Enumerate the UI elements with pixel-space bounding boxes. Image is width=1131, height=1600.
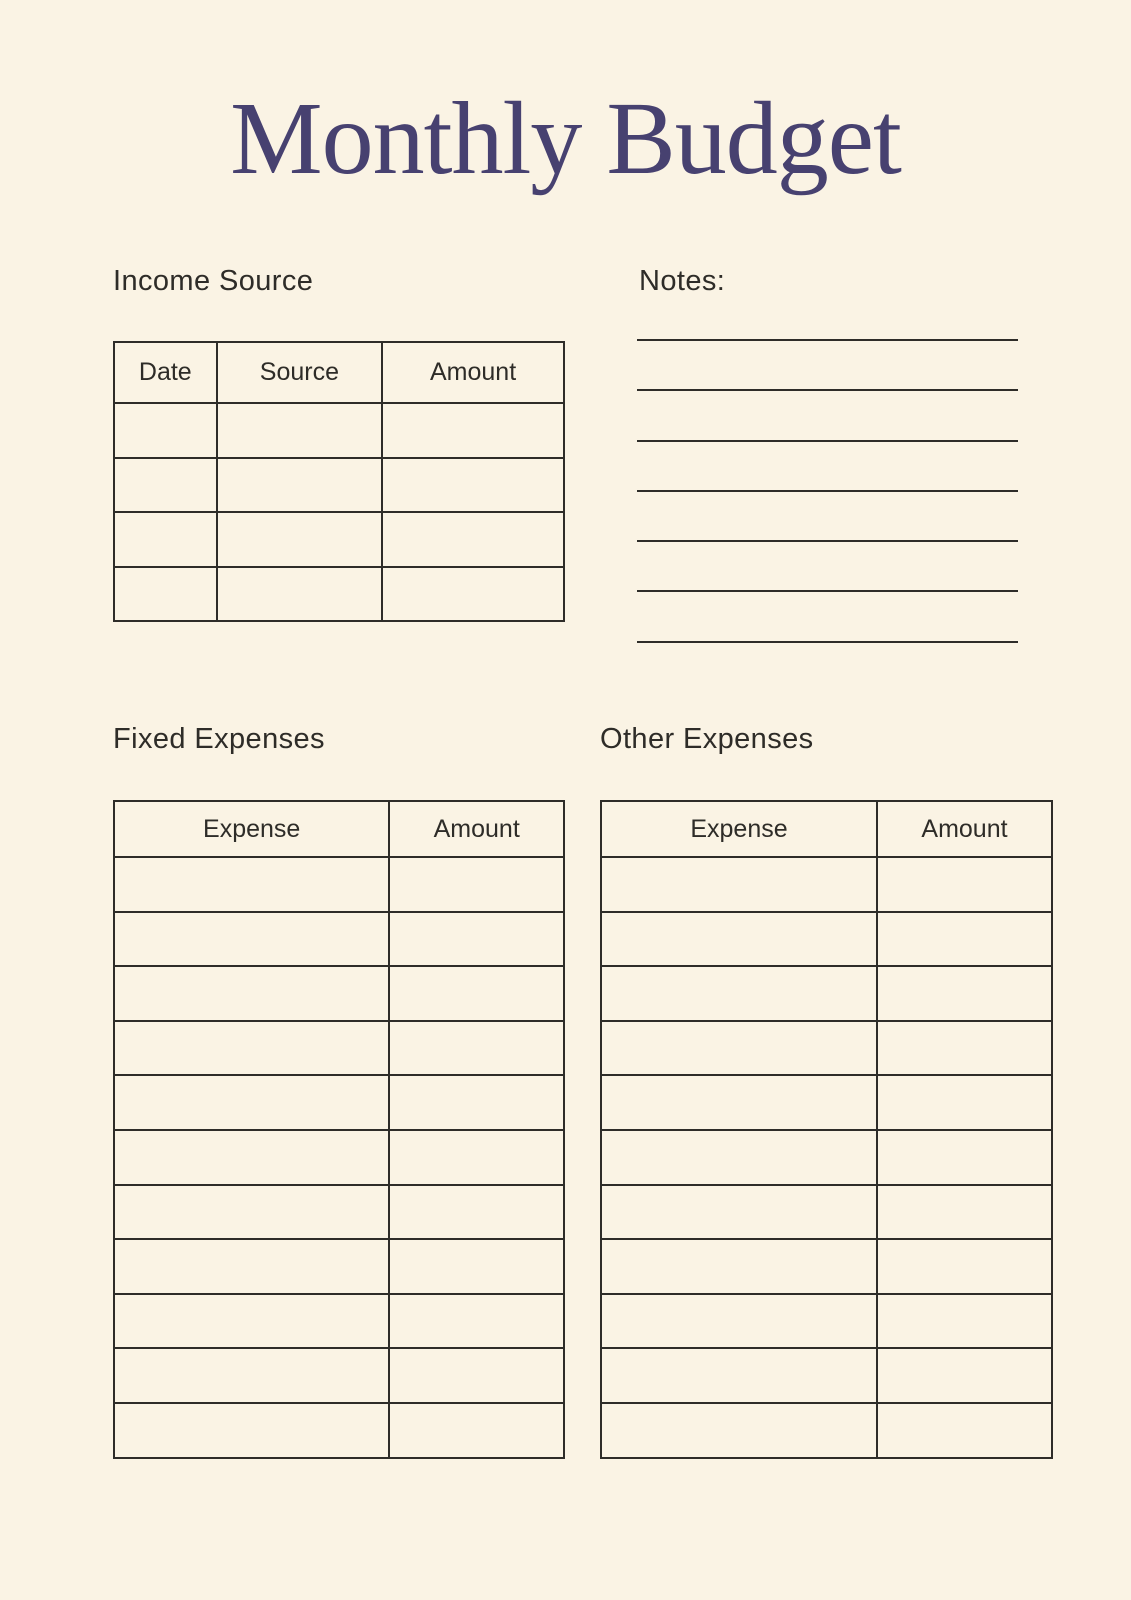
other-expenses-table-body [601, 857, 1052, 1458]
table-row [114, 567, 564, 622]
table-cell [601, 1185, 877, 1240]
income-table-body [114, 403, 564, 621]
table-cell [389, 1348, 564, 1403]
column-header-source: Source [217, 342, 383, 403]
section-heading-fixed-expenses: Fixed Expenses [113, 723, 325, 755]
fixed-expenses-header-row [114, 801, 564, 857]
table-row [601, 1185, 1052, 1240]
table-row [114, 1075, 564, 1130]
table-row [114, 1130, 564, 1185]
page-title: Monthly Budget [230, 81, 901, 196]
table-cell [389, 1130, 564, 1185]
table-cell [389, 1075, 564, 1130]
table-row [114, 966, 564, 1021]
note-line [637, 490, 1018, 492]
table-cell [601, 912, 877, 967]
table-row [601, 912, 1052, 967]
table-cell [114, 966, 389, 1021]
column-header-expense: Expense [114, 801, 389, 857]
table-row [601, 1075, 1052, 1130]
table-cell [382, 458, 564, 513]
table-cell [114, 1130, 389, 1185]
table-cell [217, 458, 383, 513]
table-row [601, 1403, 1052, 1458]
table-row [114, 1239, 564, 1294]
table-row [601, 966, 1052, 1021]
table-row [114, 1185, 564, 1240]
table-cell [114, 1348, 389, 1403]
column-header-amount: Amount [877, 801, 1052, 857]
table-row [601, 1021, 1052, 1076]
table-row [114, 512, 564, 567]
column-header-amount: Amount [382, 342, 564, 403]
table-cell [389, 1021, 564, 1076]
table-cell [601, 1021, 877, 1076]
table-cell [114, 1075, 389, 1130]
table-cell [601, 1130, 877, 1185]
table-row [601, 857, 1052, 912]
table-row [114, 1403, 564, 1458]
table-cell [389, 857, 564, 912]
table-cell [114, 1239, 389, 1294]
column-header-expense: Expense [601, 801, 877, 857]
note-line [637, 540, 1018, 542]
table-row [601, 1239, 1052, 1294]
table-cell [601, 857, 877, 912]
fixed-expenses-table [113, 800, 565, 1459]
table-cell [601, 1403, 877, 1458]
table-cell [389, 912, 564, 967]
table-cell [877, 1294, 1052, 1349]
note-line [637, 389, 1018, 391]
table-cell [114, 403, 217, 458]
note-line [637, 440, 1018, 442]
table-cell [389, 1294, 564, 1349]
table-cell [114, 912, 389, 967]
income-table-header-row [114, 342, 564, 403]
table-cell [601, 1239, 877, 1294]
notes-lines-area [637, 339, 1018, 643]
table-cell [382, 403, 564, 458]
table-row [114, 1348, 564, 1403]
table-cell [877, 966, 1052, 1021]
table-cell [601, 966, 877, 1021]
table-cell [382, 567, 564, 622]
note-line [637, 339, 1018, 341]
note-line [637, 641, 1018, 643]
table-row [601, 1348, 1052, 1403]
table-cell [114, 458, 217, 513]
income-table [113, 341, 565, 622]
table-cell [389, 1185, 564, 1240]
table-cell [877, 1403, 1052, 1458]
table-row [114, 912, 564, 967]
table-cell [389, 1239, 564, 1294]
table-row [114, 458, 564, 513]
fixed-expenses-table-body [114, 857, 564, 1458]
table-row [114, 403, 564, 458]
table-cell [601, 1348, 877, 1403]
column-header-amount: Amount [389, 801, 564, 857]
section-heading-income-source: Income Source [113, 265, 314, 297]
table-cell [114, 512, 217, 567]
note-line [637, 590, 1018, 592]
table-cell [114, 1403, 389, 1458]
table-row [114, 1021, 564, 1076]
table-cell [114, 567, 217, 622]
table-row [601, 1294, 1052, 1349]
table-cell [877, 1021, 1052, 1076]
table-cell [217, 567, 383, 622]
table-cell [217, 512, 383, 567]
table-cell [877, 1185, 1052, 1240]
table-cell [877, 857, 1052, 912]
table-cell [114, 1021, 389, 1076]
table-cell [877, 1348, 1052, 1403]
table-row [114, 857, 564, 912]
table-cell [389, 966, 564, 1021]
table-cell [877, 1239, 1052, 1294]
table-cell [382, 512, 564, 567]
other-expenses-table [600, 800, 1053, 1459]
table-cell [114, 1294, 389, 1349]
section-heading-notes: Notes: [639, 265, 726, 297]
table-cell [601, 1294, 877, 1349]
table-cell [877, 1075, 1052, 1130]
table-row [114, 1294, 564, 1349]
table-cell [877, 1130, 1052, 1185]
section-heading-other-expenses: Other Expenses [600, 723, 814, 755]
table-cell [877, 912, 1052, 967]
table-cell [601, 1075, 877, 1130]
table-cell [114, 1185, 389, 1240]
other-expenses-header-row [601, 801, 1052, 857]
table-row [601, 1130, 1052, 1185]
table-cell [389, 1403, 564, 1458]
column-header-date: Date [114, 342, 217, 403]
table-cell [114, 857, 389, 912]
table-cell [217, 403, 383, 458]
